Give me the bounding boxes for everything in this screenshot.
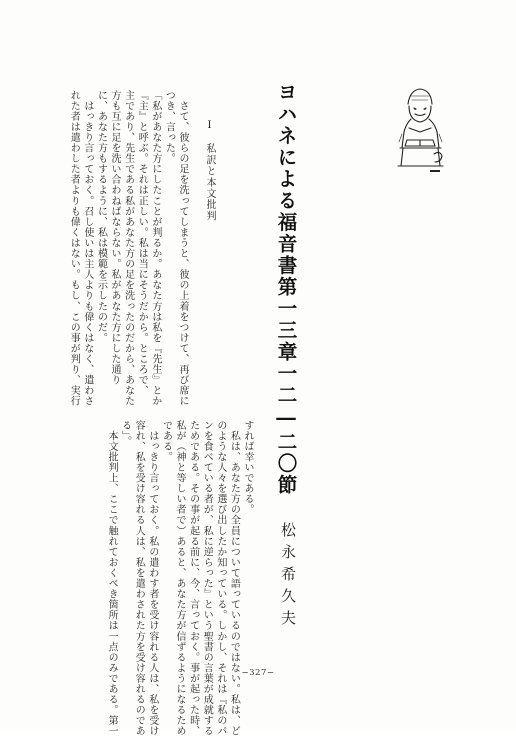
text-line: 「私があなた方にしたことが判るか。あなた方は私を『先生』とか [149, 90, 161, 407]
page-number: −327− [241, 668, 275, 678]
article-author: 松永希久夫 [279, 522, 297, 632]
text-line: すれば幸いである。 [242, 420, 253, 515]
text-line: ためである。その事が起る前に、今、言っておく。事が起った時、 [187, 420, 199, 737]
scholar-reading-illustration [394, 84, 446, 176]
text-line: 私は、あなた方の全員について語っているのではない。私は、ど [228, 420, 240, 737]
text-line: つき、言った。 [163, 90, 175, 164]
continuation-text-column [74, 420, 254, 737]
text-line: はっきり言っておく。私の遣わす者を受け容れる人は、私を受け [146, 420, 158, 737]
text-line: 本文批判上、ここで触れておくべき箇所は一点のみである。第一 [106, 420, 118, 737]
translation-text-column [68, 90, 189, 407]
text-line: はっきり言っておく。召し使いは主人よりも偉くはなく、遣わさ [81, 90, 93, 407]
text-line: る」。 [119, 420, 131, 447]
text-line: れた者は遣わした者よりも偉くはない。もし、この事が判り、実行 [68, 90, 80, 407]
text-line: ンを食べている者が、私に逆らった』という聖書の言葉が成就する [201, 420, 213, 737]
text-line: 『主』と呼ぶ。それは正しい。私は当にそうだから。ところで、 [136, 90, 148, 396]
text-line: 主であり、先生である私があなた方の足を洗ったのだから、あなた [122, 90, 134, 407]
text-line: のような人々を選び出したか知っている。しかし、それは『私のパ [214, 420, 226, 737]
text-line: さて、彼らの足を洗ってしまうと、彼の上着をつけて、再び席に [177, 90, 188, 407]
article-title: ヨハネによる福音書第一三章一二―二〇節 [274, 82, 298, 496]
text-line: 容れ、私を受け容れる人は、私を遣わされた方を受け容れるのであ [133, 420, 145, 737]
section-heading: I 私訳と本文批判 [204, 120, 215, 222]
text-line: 私が（神と等しい者で）あると、あなた方が信ずるようになるため [174, 420, 186, 737]
text-line: 方も互に足を洗い合わねばならない。私があなた方にした通り [109, 90, 121, 386]
text-line: に、あなた方もするように、私は模範を示したのだ。 [95, 90, 107, 344]
text-line: である。 [160, 420, 172, 463]
